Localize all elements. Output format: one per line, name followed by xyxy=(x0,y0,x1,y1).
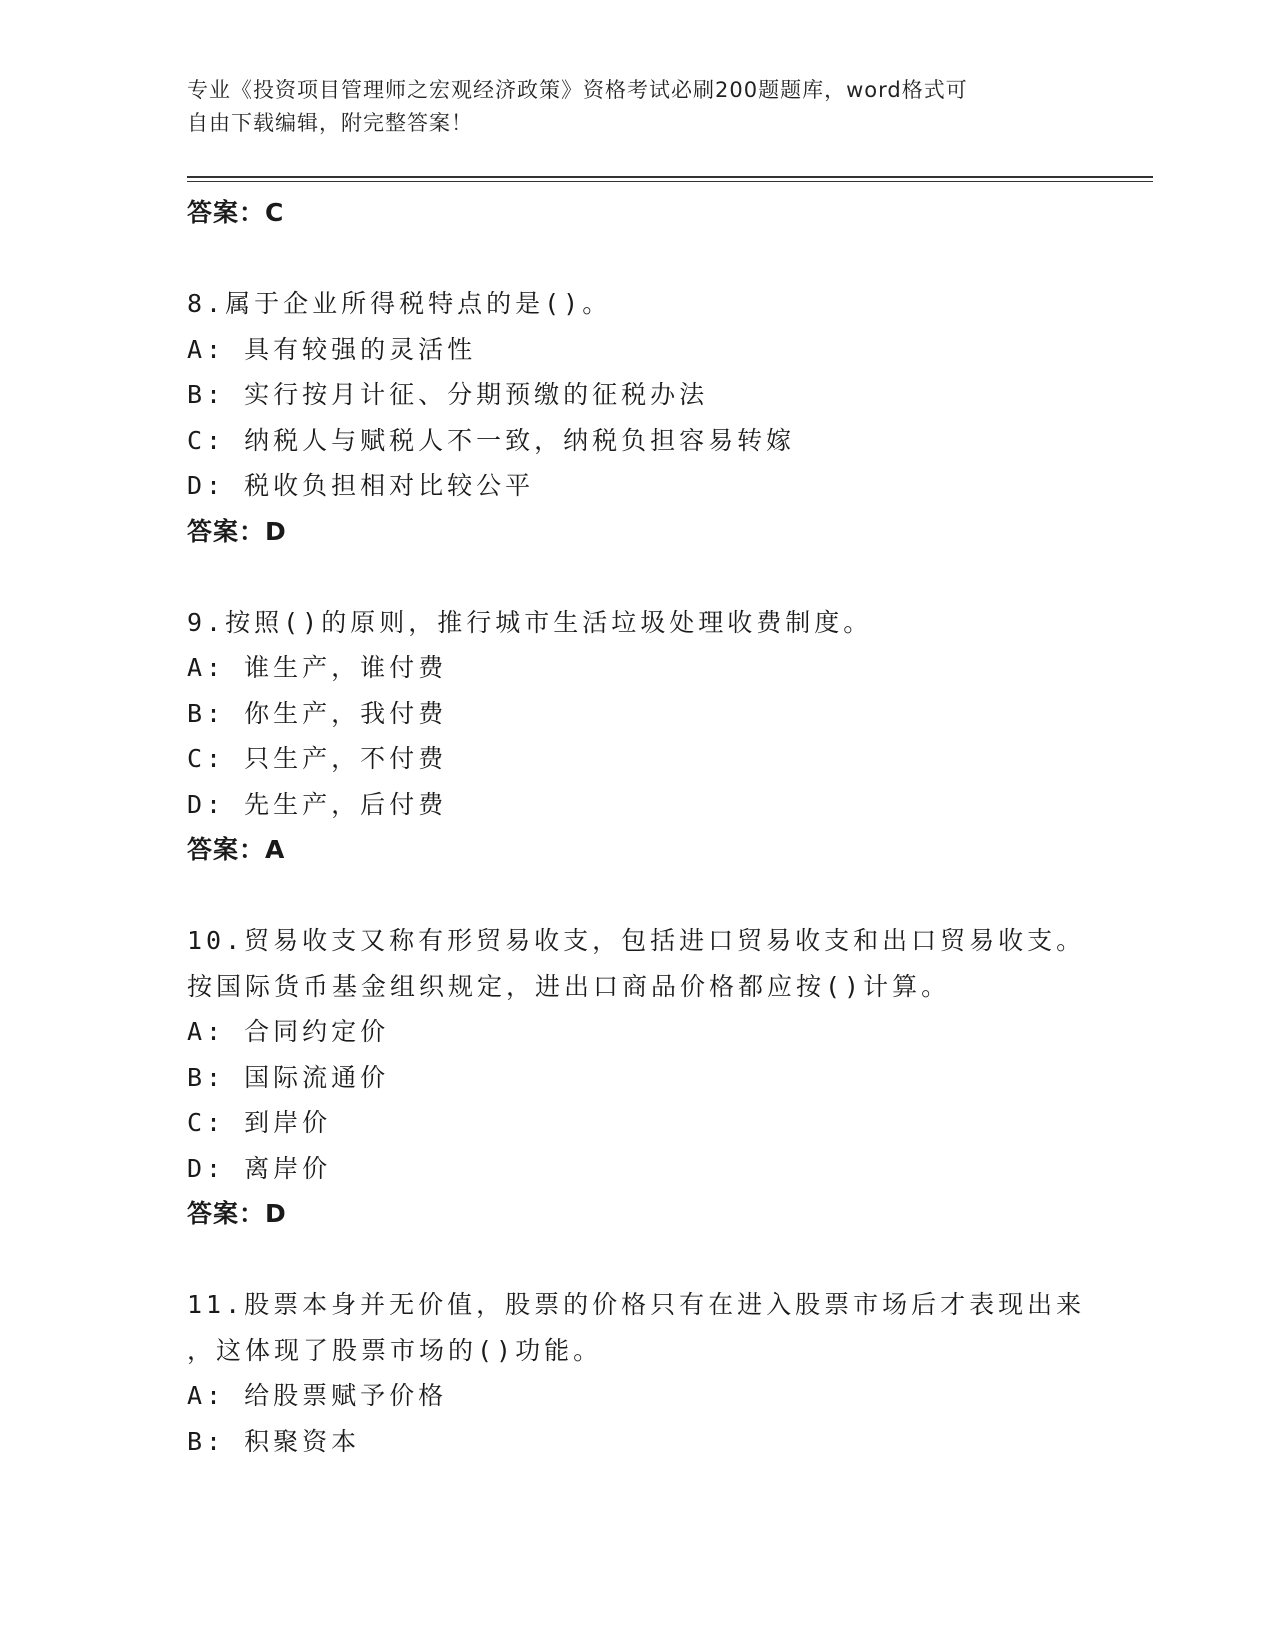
option-q9-b: B: 你生产，我付费 xyxy=(187,698,448,728)
question-10-line-2: 按国际货币基金组织规定，进出口商品价格都应按()计算。 xyxy=(187,971,951,1001)
option-q8-d: D: 税收负担相对比较公平 xyxy=(187,471,535,500)
option-q11-a: A: 给股票赋予价格 xyxy=(187,1381,448,1410)
document-header xyxy=(187,74,1087,140)
answer-q10: 答案：D xyxy=(187,1199,287,1228)
answer-q8: 答案：D xyxy=(187,516,287,546)
question-9: 9.按照()的原则，推行城市生活垃圾处理收费制度。 xyxy=(187,607,873,637)
spacer xyxy=(187,873,1153,919)
option-q10-a: A: 合同约定价 xyxy=(187,1017,390,1046)
option-q8-b: B: 实行按月计征、分期预缴的征税办法 xyxy=(187,380,709,409)
header-title-line-2: 自由下载编辑，附完整答案！ xyxy=(187,111,473,135)
header-divider-thin xyxy=(187,181,1153,182)
spacer xyxy=(187,236,1153,282)
question-11-line-1: 11.股票本身并无价值，股票的价格只有在进入股票市场后才表现出来 xyxy=(187,1290,1086,1319)
option-q9-a: A: 谁生产，谁付费 xyxy=(187,653,448,682)
question-11-line-2: ，这体现了股票市场的()功能。 xyxy=(187,1335,603,1365)
answer-q7: 答案：C xyxy=(187,198,285,227)
question-8: 8.属于企业所得税特点的是()。 xyxy=(187,289,612,318)
header-divider xyxy=(187,176,1153,178)
option-q10-d: D: 离岸价 xyxy=(187,1153,332,1183)
option-q10-c: C: 到岸价 xyxy=(187,1108,332,1137)
option-q9-c: C: 只生产，不付费 xyxy=(187,744,448,773)
option-q8-c: C: 纳税人与赋税人不一致，纳税负担容易转嫁 xyxy=(187,425,796,455)
answer-q9: 答案：A xyxy=(187,835,286,864)
spacer xyxy=(187,554,1153,600)
option-q11-b: B: 积聚资本 xyxy=(187,1426,361,1456)
option-q8-a: A: 具有较强的灵活性 xyxy=(187,334,477,364)
question-10-line-1: 10.贸易收支又称有形贸易收支，包括进口贸易收支和出口贸易收支。 xyxy=(187,926,1086,955)
question-list xyxy=(187,190,1153,1464)
option-q10-b: B: 国际流通价 xyxy=(187,1062,390,1092)
header-title-line-1: 专业《投资项目管理师之宏观经济政策》资格考试必刷200题题库，word格式可 xyxy=(187,78,968,102)
spacer xyxy=(187,1237,1153,1283)
option-q9-d: D: 先生产，后付费 xyxy=(187,789,448,819)
